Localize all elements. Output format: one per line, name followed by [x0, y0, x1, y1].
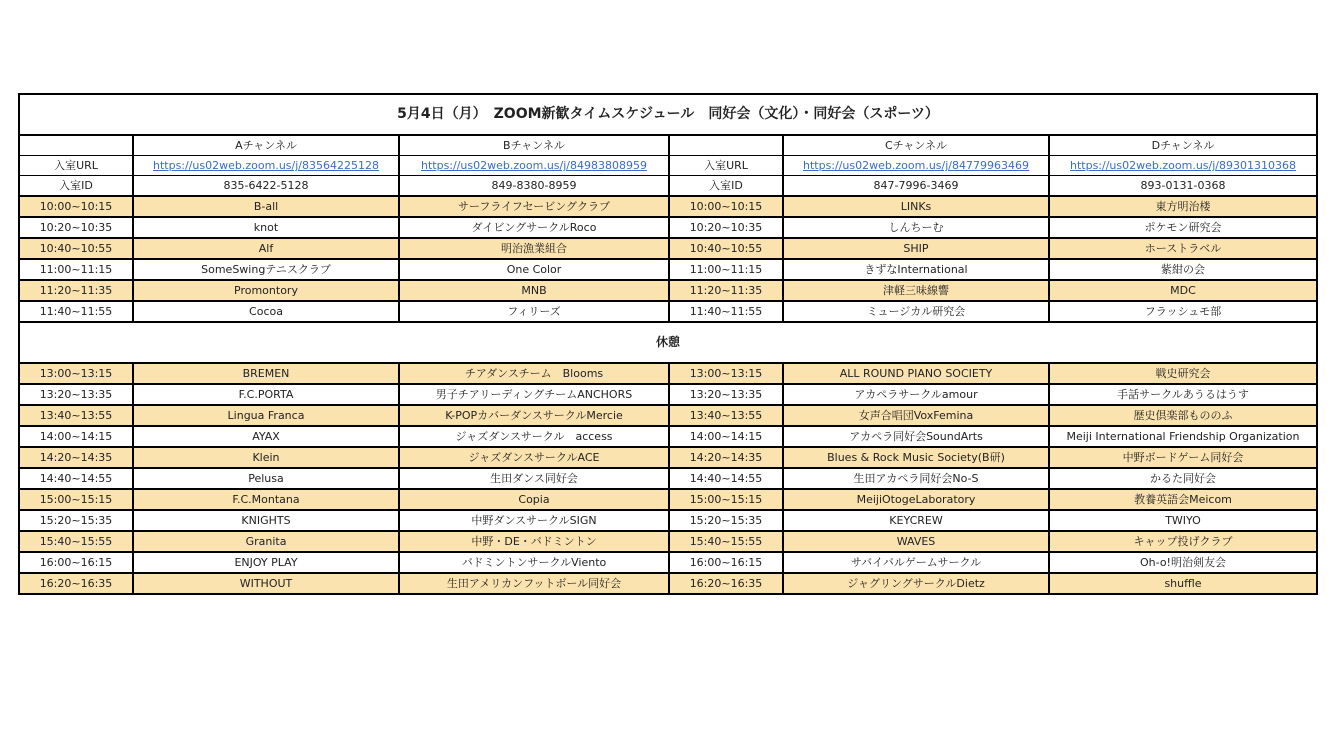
channel-a-club: KNIGHTS — [133, 510, 399, 531]
channel-d-club: 歴史倶楽部もののふ — [1049, 405, 1317, 426]
channel-b-club: 男子チアリーディングチームANCHORS — [399, 384, 669, 405]
break-label: 休憩 — [19, 322, 1317, 363]
channel-b-club: フィリーズ — [399, 301, 669, 322]
schedule-row — [19, 259, 1317, 280]
time-slot-left: 15:20~15:35 — [19, 510, 133, 531]
channel-d-club: 戦史研究会 — [1049, 363, 1317, 384]
time-slot-left: 13:00~13:15 — [19, 363, 133, 384]
page-title: 5月4日（月） ZOOM新歓タイムスケジュール 同好会（文化）・同好会（スポーツ） — [19, 94, 1317, 135]
channel-c-club: 女声合唱団VoxFemina — [783, 405, 1049, 426]
time-slot-right: 10:40~10:55 — [669, 238, 783, 259]
channel-d-club: 紫紺の会 — [1049, 259, 1317, 280]
channel-a-club: Granita — [133, 531, 399, 552]
channel-c-club: アカペラサークルamour — [783, 384, 1049, 405]
time-slot-left: 10:40~10:55 — [19, 238, 133, 259]
channel-c-club: Blues & Rock Music Society(B研) — [783, 447, 1049, 468]
channel-c-club: 津軽三味線響 — [783, 280, 1049, 301]
channel-a-club: WITHOUT — [133, 573, 399, 594]
time-slot-left: 10:20~10:35 — [19, 217, 133, 238]
channel-b-club: バドミントンサークルViento — [399, 552, 669, 573]
time-slot-right: 13:20~13:35 — [669, 384, 783, 405]
schedule-row — [19, 510, 1317, 531]
channel-b-club: 生田ダンス同好会 — [399, 468, 669, 489]
schedule-row — [19, 217, 1317, 238]
header-channel-b: Bチャンネル — [399, 135, 669, 156]
header-channel-d: Dチャンネル — [1049, 135, 1317, 156]
time-slot-left: 13:40~13:55 — [19, 405, 133, 426]
channel-a-club: Klein — [133, 447, 399, 468]
channel-c-club: ミュージカル研究会 — [783, 301, 1049, 322]
channel-d-club: Oh-o!明治剣友会 — [1049, 552, 1317, 573]
zoom-link-b[interactable]: https://us02web.zoom.us/j/84983808959 — [421, 159, 647, 172]
time-slot-left: 10:00~10:15 — [19, 196, 133, 217]
time-slot-right: 14:00~14:15 — [669, 426, 783, 447]
channel-d-club: フラッシュモ部 — [1049, 301, 1317, 322]
time-slot-left: 13:20~13:35 — [19, 384, 133, 405]
channel-b-club: One Color — [399, 259, 669, 280]
schedule-row — [19, 552, 1317, 573]
schedule-row — [19, 363, 1317, 384]
id-label-2: 入室ID — [669, 176, 783, 197]
channel-d-club: 東方明治楼 — [1049, 196, 1317, 217]
zoom-link-d[interactable]: https://us02web.zoom.us/j/89301310368 — [1070, 159, 1296, 172]
channel-a-club: F.C.PORTA — [133, 384, 399, 405]
schedule-row — [19, 531, 1317, 552]
zoom-link-c[interactable]: https://us02web.zoom.us/j/84779963469 — [803, 159, 1029, 172]
schedule-row — [19, 280, 1317, 301]
time-slot-right: 10:00~10:15 — [669, 196, 783, 217]
time-slot-right: 14:20~14:35 — [669, 447, 783, 468]
channel-b-club: ジャズダンスサークルACE — [399, 447, 669, 468]
channel-b-club: 中野ダンスサークルSIGN — [399, 510, 669, 531]
channel-d-club: キャップ投げクラブ — [1049, 531, 1317, 552]
schedule-row — [19, 384, 1317, 405]
time-slot-left: 11:00~11:15 — [19, 259, 133, 280]
time-slot-right: 11:40~11:55 — [669, 301, 783, 322]
url-label: 入室URL — [19, 156, 133, 176]
channel-d-club: MDC — [1049, 280, 1317, 301]
channel-c-club: 生田アカペラ同好会No-S — [783, 468, 1049, 489]
channel-a-club: B-all — [133, 196, 399, 217]
channel-a-club: Cocoa — [133, 301, 399, 322]
channel-a-club: F.C.Montana — [133, 489, 399, 510]
channel-b-club: 明治漁業組合 — [399, 238, 669, 259]
channel-b-club: 生田アメリカンフットボール同好会 — [399, 573, 669, 594]
meeting-id-c: 847-7996-3469 — [783, 176, 1049, 197]
channel-d-club: 教養英語会Meicom — [1049, 489, 1317, 510]
time-slot-right: 13:00~13:15 — [669, 363, 783, 384]
schedule-row — [19, 489, 1317, 510]
channel-c-club: きずなInternational — [783, 259, 1049, 280]
time-slot-left: 16:00~16:15 — [19, 552, 133, 573]
schedule-row — [19, 196, 1317, 217]
schedule-row — [19, 573, 1317, 594]
time-slot-right: 14:40~14:55 — [669, 468, 783, 489]
id-label: 入室ID — [19, 176, 133, 197]
channel-d-club: 手話サークルあうるはうす — [1049, 384, 1317, 405]
time-slot-right: 15:20~15:35 — [669, 510, 783, 531]
time-slot-right: 16:20~16:35 — [669, 573, 783, 594]
channel-c-club: SHIP — [783, 238, 1049, 259]
channel-d-club: 中野ボードゲーム同好会 — [1049, 447, 1317, 468]
header-blank-2 — [669, 135, 783, 156]
channel-a-club: SomeSwingテニスクラブ — [133, 259, 399, 280]
channel-c-club: LINKs — [783, 196, 1049, 217]
time-slot-right: 13:40~13:55 — [669, 405, 783, 426]
channel-c-club: アカペラ同好会SoundArts — [783, 426, 1049, 447]
zoom-link-a[interactable]: https://us02web.zoom.us/j/83564225128 — [153, 159, 379, 172]
time-slot-right: 15:00~15:15 — [669, 489, 783, 510]
channel-a-club: AYAX — [133, 426, 399, 447]
meeting-id-a: 835-6422-5128 — [133, 176, 399, 197]
schedule-row — [19, 426, 1317, 447]
time-slot-left: 16:20~16:35 — [19, 573, 133, 594]
channel-d-club: shuffle — [1049, 573, 1317, 594]
channel-a-club: BREMEN — [133, 363, 399, 384]
meeting-id-d: 893-0131-0368 — [1049, 176, 1317, 197]
time-slot-left: 15:40~15:55 — [19, 531, 133, 552]
header-blank — [19, 135, 133, 156]
channel-a-club: Promontory — [133, 280, 399, 301]
time-slot-left: 15:00~15:15 — [19, 489, 133, 510]
schedule-row — [19, 238, 1317, 259]
channel-b-club: 中野・DE・バドミントン — [399, 531, 669, 552]
time-slot-right: 11:00~11:15 — [669, 259, 783, 280]
channel-a-club: Alf — [133, 238, 399, 259]
time-slot-right: 16:00~16:15 — [669, 552, 783, 573]
channel-c-club: サバイバルゲームサークル — [783, 552, 1049, 573]
channel-d-club: Meiji International Friendship Organization — [1049, 426, 1317, 447]
schedule-row — [19, 468, 1317, 489]
channel-a-club: Pelusa — [133, 468, 399, 489]
url-label-2: 入室URL — [669, 156, 783, 176]
channel-d-club: かるた同好会 — [1049, 468, 1317, 489]
channel-a-club: Lingua Franca — [133, 405, 399, 426]
time-slot-left: 14:20~14:35 — [19, 447, 133, 468]
time-slot-left: 11:20~11:35 — [19, 280, 133, 301]
channel-d-club: ポケモン研究会 — [1049, 217, 1317, 238]
channel-c-club: しんちーむ — [783, 217, 1049, 238]
schedule-row — [19, 447, 1317, 468]
time-slot-right: 11:20~11:35 — [669, 280, 783, 301]
channel-c-club: WAVES — [783, 531, 1049, 552]
meeting-id-b: 849-8380-8959 — [399, 176, 669, 197]
channel-b-club: Copia — [399, 489, 669, 510]
channel-b-club: チアダンスチーム Blooms — [399, 363, 669, 384]
header-channel-c: Cチャンネル — [783, 135, 1049, 156]
channel-c-club: MeijiOtogeLaboratory — [783, 489, 1049, 510]
schedule-row — [19, 301, 1317, 322]
channel-c-club: ALL ROUND PIANO SOCIETY — [783, 363, 1049, 384]
channel-b-club: MNB — [399, 280, 669, 301]
header-channel-a: Aチャンネル — [133, 135, 399, 156]
schedule-table — [18, 93, 1318, 595]
channel-c-club: ジャグリングサークルDietz — [783, 573, 1049, 594]
channel-b-club: サーフライフセービングクラブ — [399, 196, 669, 217]
time-slot-right: 15:40~15:55 — [669, 531, 783, 552]
time-slot-right: 10:20~10:35 — [669, 217, 783, 238]
time-slot-left: 14:40~14:55 — [19, 468, 133, 489]
schedule-row — [19, 405, 1317, 426]
time-slot-left: 11:40~11:55 — [19, 301, 133, 322]
channel-a-club: knot — [133, 217, 399, 238]
time-slot-left: 14:00~14:15 — [19, 426, 133, 447]
channel-a-club: ENJOY PLAY — [133, 552, 399, 573]
channel-d-club: TWIYO — [1049, 510, 1317, 531]
channel-b-club: ジャズダンスサークル access — [399, 426, 669, 447]
channel-b-club: K-POPカバーダンスサークルMercie — [399, 405, 669, 426]
channel-b-club: ダイビングサークルRoco — [399, 217, 669, 238]
channel-d-club: ホーストラベル — [1049, 238, 1317, 259]
channel-c-club: KEYCREW — [783, 510, 1049, 531]
